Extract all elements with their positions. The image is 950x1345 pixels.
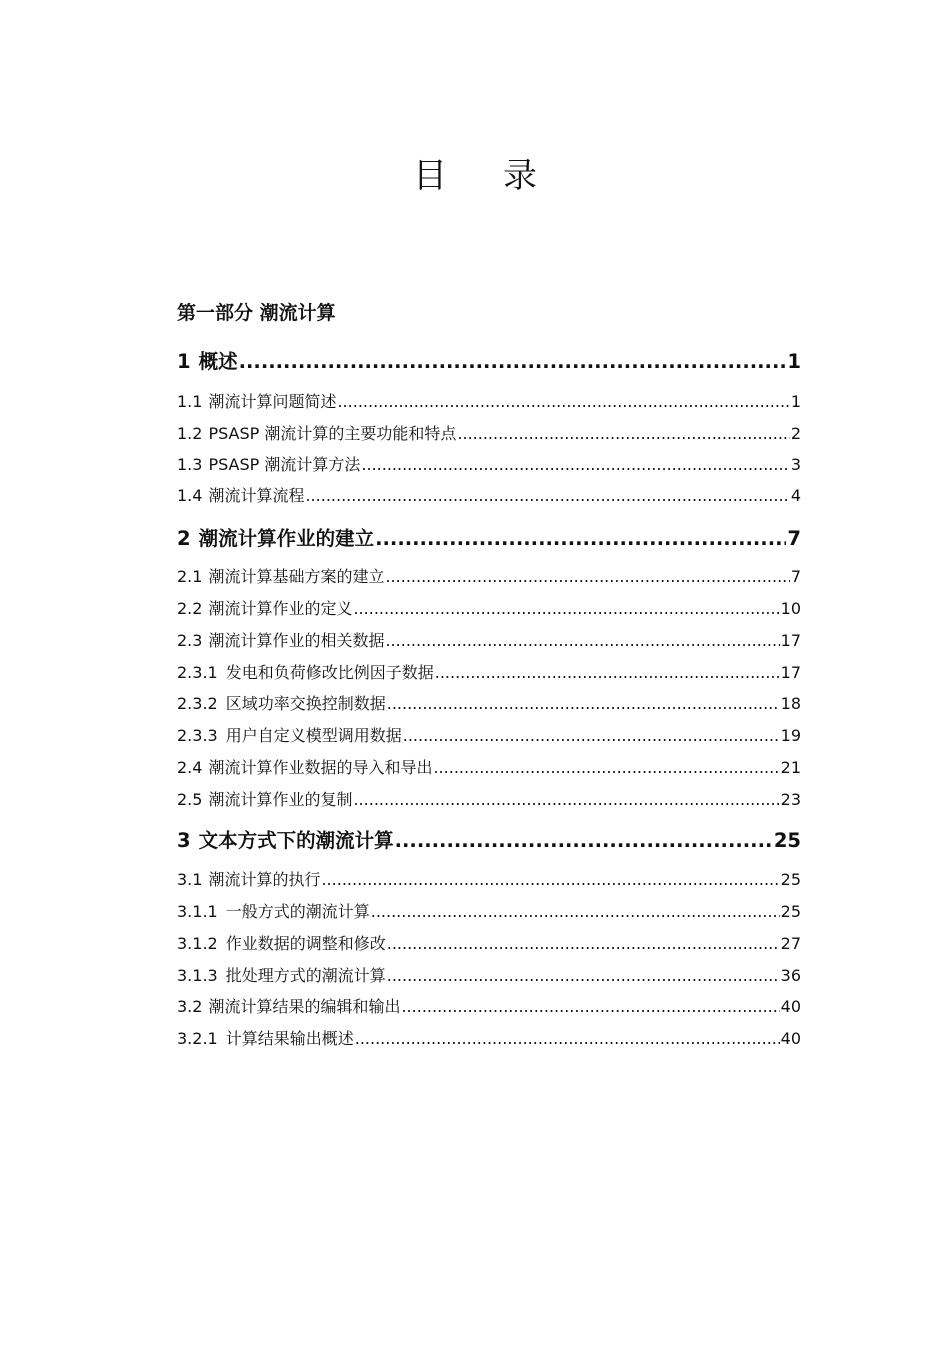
toc-entry-number: 3.1.3 — [177, 966, 218, 985]
toc-entry-number: 2.4 — [177, 758, 203, 777]
toc-leader-dots — [239, 350, 787, 373]
toc-entry[interactable] — [177, 723, 801, 747]
toc-entry[interactable] — [177, 691, 801, 715]
toc-entry-page: 25 — [780, 870, 801, 889]
toc-entry[interactable] — [177, 931, 801, 955]
toc-entry-title: 文本方式下的潮流计算 — [198, 829, 394, 852]
toc-entry-number: 2.3.2 — [177, 694, 218, 713]
toc-entry-page: 40 — [780, 997, 801, 1016]
toc-leader-dots — [353, 790, 779, 809]
toc-entry-page: 4 — [790, 486, 801, 505]
toc-entry[interactable] — [177, 787, 801, 811]
toc-leader-dots — [305, 486, 789, 505]
toc-entry-title: PSASP 潮流计算的主要功能和特点 — [208, 424, 457, 443]
toc-entry-title: 潮流计算作业的建立 — [198, 527, 375, 550]
toc-entry-title: 潮流计算结果的编辑和输出 — [208, 997, 401, 1016]
toc-entry-title: 批处理方式的潮流计算 — [225, 966, 386, 985]
toc-entry-page: 10 — [780, 599, 801, 618]
toc-entry[interactable] — [177, 483, 801, 507]
toc-leader-dots — [355, 1029, 780, 1048]
toc-leader-dots — [387, 966, 780, 985]
toc-entry-page: 17 — [780, 631, 801, 650]
part-heading: 第一部分 潮流计算 — [177, 302, 336, 324]
toc-entry[interactable] — [177, 825, 801, 853]
toc-entry[interactable] — [177, 963, 801, 987]
toc-entry-page: 40 — [780, 1029, 801, 1048]
toc-entry-number: 2 — [177, 527, 191, 550]
toc-entry[interactable] — [177, 564, 801, 588]
toc-entry[interactable] — [177, 346, 801, 374]
toc-leader-dots — [387, 934, 780, 953]
toc-leader-dots — [375, 527, 786, 550]
toc-entry[interactable] — [177, 899, 801, 923]
toc-entry-page: 2 — [790, 424, 801, 443]
toc-leader-dots — [361, 455, 789, 474]
toc-entry-number: 3.1 — [177, 870, 203, 889]
toc-entry-title: 用户自定义模型调用数据 — [225, 726, 402, 745]
toc-entry-number: 2.5 — [177, 790, 203, 809]
toc-leader-dots — [321, 870, 779, 889]
toc-entry-title: 一般方式的潮流计算 — [225, 902, 370, 921]
toc-leader-dots — [457, 424, 789, 443]
toc-entry-title: 潮流计算作业的相关数据 — [208, 631, 385, 650]
toc-entry-number: 1.3 — [177, 455, 203, 474]
toc-entry-number: 2.3.1 — [177, 663, 218, 682]
toc-entry-page: 36 — [780, 966, 801, 985]
toc-leader-dots — [401, 997, 779, 1016]
toc-entry-title: 潮流计算作业数据的导入和导出 — [208, 758, 433, 777]
toc-entry-title: 潮流计算的执行 — [208, 870, 321, 889]
toc-entry[interactable] — [177, 523, 801, 551]
toc-entry[interactable] — [177, 994, 801, 1018]
toc-entry[interactable] — [177, 1026, 801, 1050]
toc-entry-title: 发电和负荷修改比例因子数据 — [225, 663, 434, 682]
toc-entry-number: 3.2 — [177, 997, 203, 1016]
toc-leader-dots — [433, 758, 779, 777]
toc-entry-number: 1.2 — [177, 424, 203, 443]
toc-entry-number: 2.1 — [177, 567, 203, 586]
toc-entry-page: 1 — [790, 392, 801, 411]
toc-leader-dots — [387, 694, 780, 713]
toc-entry-number: 1.1 — [177, 392, 203, 411]
toc-entry[interactable] — [177, 452, 801, 476]
toc-leader-dots — [353, 599, 779, 618]
toc-entry-title: 潮流计算作业的复制 — [208, 790, 353, 809]
toc-leader-dots — [371, 902, 780, 921]
toc-entry-title: 潮流计算问题简述 — [208, 392, 337, 411]
toc-leader-dots — [435, 663, 780, 682]
toc-entry-title: PSASP 潮流计算方法 — [208, 455, 361, 474]
toc-entry-page: 19 — [780, 726, 801, 745]
title-char-1: 目 — [413, 156, 447, 196]
toc-entry-page: 7 — [787, 527, 801, 550]
toc-entry-number: 1 — [177, 350, 191, 373]
toc-entry-number: 2.2 — [177, 599, 203, 618]
toc-entry-title: 概述 — [198, 350, 238, 373]
toc-entry-page: 25 — [780, 902, 801, 921]
toc-entry-page: 1 — [787, 350, 801, 373]
toc-entry[interactable] — [177, 596, 801, 620]
toc-leader-dots — [403, 726, 780, 745]
toc-entry-page: 18 — [780, 694, 801, 713]
toc-entry-title: 潮流计算基础方案的建立 — [208, 567, 385, 586]
toc-entry[interactable] — [177, 660, 801, 684]
toc-entry-number: 3.1.1 — [177, 902, 218, 921]
toc-entry-page: 23 — [780, 790, 801, 809]
toc-leader-dots — [385, 567, 789, 586]
toc-entry-page: 27 — [780, 934, 801, 953]
toc-entry-title: 计算结果输出概述 — [225, 1029, 354, 1048]
toc-entry[interactable] — [177, 389, 801, 413]
toc-entry-title: 潮流计算流程 — [208, 486, 305, 505]
toc-entry[interactable] — [177, 867, 801, 891]
toc-entry-page: 21 — [780, 758, 801, 777]
title-char-2: 录 — [503, 156, 537, 196]
toc-entry-number: 1.4 — [177, 486, 203, 505]
toc-leader-dots — [385, 631, 779, 650]
toc-entry-number: 3 — [177, 829, 191, 852]
toc-entry-title: 潮流计算作业的定义 — [208, 599, 353, 618]
toc-entry-number: 3.1.2 — [177, 934, 218, 953]
toc-leader-dots — [337, 392, 789, 411]
toc-entry-page: 25 — [773, 829, 801, 852]
toc-entry[interactable] — [177, 421, 801, 445]
toc-entry-title: 作业数据的调整和修改 — [225, 934, 386, 953]
toc-entry-number: 2.3 — [177, 631, 203, 650]
toc-entry-page: 3 — [790, 455, 801, 474]
toc-entry-number: 3.2.1 — [177, 1029, 218, 1048]
toc-entry-number: 2.3.3 — [177, 726, 218, 745]
toc-entry-title: 区域功率交换控制数据 — [225, 694, 386, 713]
toc-entry[interactable] — [177, 755, 801, 779]
toc-entry-page: 7 — [790, 567, 801, 586]
toc-entry[interactable] — [177, 628, 801, 652]
page-title — [0, 148, 950, 197]
toc-entry-page: 17 — [780, 663, 801, 682]
toc-leader-dots — [395, 829, 773, 852]
